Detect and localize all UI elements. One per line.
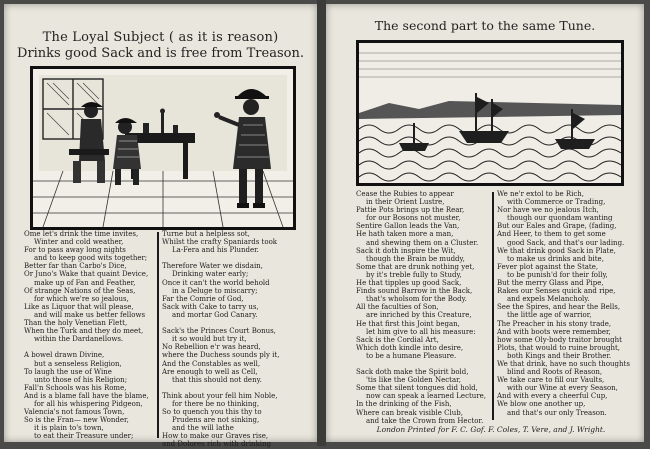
verse-line: All the faculties of Son, [356, 303, 439, 312]
verse-line: to be a humane Pleasure. [366, 351, 457, 360]
verse-line: And with boots were remember, [497, 327, 611, 336]
verse-line: for all his whispering Pidgeon, [34, 399, 143, 408]
verse-line: Rakes our Senses quick and ripe, [497, 287, 616, 296]
verse-line: let him give to all his measure: [366, 327, 476, 336]
verse-line: And is a blame fall have the blame, [24, 391, 149, 400]
verse-line: To laugh the use of Wine [24, 367, 112, 376]
verse-line: unto those of his Religion; [34, 375, 128, 384]
verse-line: Winter and cold weather, [34, 238, 124, 247]
verse-line: make up of Fan and Feather, [34, 278, 136, 287]
verse-line [162, 319, 312, 327]
verse-line: No Rebellion e'r was heard, [162, 343, 261, 352]
verse-line: Once it can't the world behold [162, 278, 270, 287]
verse-line: though our quondam wanting [507, 214, 613, 223]
verse-line: Prudens are not sinking, [172, 416, 260, 425]
second-part-title: The second part to the same Tune. [374, 18, 596, 33]
verse-line: Where can break visible Club, [356, 408, 463, 417]
verse-line [356, 360, 490, 368]
verse-line: now can speak a learned Lecture, [366, 392, 487, 401]
verse-line: and Dolores rich with drinking [162, 440, 272, 449]
verse-line: Nor have we no jealous Itch, [497, 206, 599, 215]
verse-line: and will make us better fellows [34, 310, 146, 319]
verse-line: and the will lathe [172, 424, 234, 433]
verse-line: to eat their Treasure under; [34, 432, 134, 441]
verse-line: Fever plot against the State, [497, 262, 599, 271]
verse-line: See the Spires, and hear the Bells, [497, 303, 621, 312]
verse-line: Some that are drunk nothing yet, [356, 262, 475, 271]
verse-line: with Commerce or Trading, [507, 198, 606, 207]
left-page [4, 4, 317, 449]
verse-line: in their Orient Lustre, [366, 198, 445, 207]
verse-line: how some Oly-body traitor brought [497, 335, 622, 344]
column-divider [492, 192, 494, 420]
verse-line: Therefore Water we disdain, [162, 262, 263, 271]
verse-line: He that first this Joint began, [356, 319, 460, 328]
verse-line: We ne'r extol to be Rich, [497, 190, 584, 198]
verse-line: And the Constables as well, [162, 359, 261, 368]
verse-line: it is plain to's town, [34, 424, 104, 433]
verse-line: Like as Liquor that will please, [24, 302, 134, 311]
verse-line: Think about your fell him Noble, [162, 391, 278, 400]
verse-line: How to make our Graves rise, [162, 432, 269, 441]
verse-line: it so would but try it, [172, 335, 247, 344]
verse-line: though the Brain be muddy, [366, 254, 465, 263]
verse-line: Whilst the crafty Spaniards took [162, 238, 278, 247]
verse-line: He that tipples up good Sack, [356, 279, 462, 288]
verse-line: good Sack, and that's our lading. [507, 238, 625, 247]
sea-ships-woodcut-image [356, 40, 624, 186]
verse-line: But our Eales and Grape, (fading, [497, 222, 617, 231]
verse-line: Sentire Gallon leads the Van, [356, 222, 460, 231]
verse-line: and to keep good wits together; [34, 254, 148, 263]
verse-line: to make us drinks and bite, [507, 254, 604, 263]
verse-line: for our Bosons not muster, [366, 214, 461, 223]
verse-line: for which we're so jealous, [34, 294, 129, 303]
verse-line: Some that silent tongues did hold, [356, 384, 478, 393]
verse-line: Drinking water early; [172, 270, 249, 279]
verse-line: Sack is the Cordial Art, [356, 335, 439, 344]
column-divider [157, 232, 159, 438]
verse-line: and take the Crown from Hector. [366, 416, 484, 425]
verse-line: So to quench you this thy to [162, 408, 262, 417]
verse-line: Sack's the Princes Court Bonus, [162, 327, 276, 336]
right-verse-column-1 [356, 190, 490, 425]
verse-line: but a senseless Religion, [34, 359, 122, 368]
verse-line: And with every a cheerful Cup, [497, 392, 608, 401]
verse-line: the little age of warrior, [507, 311, 592, 320]
verse-line: La-Fera and his Plunder. [172, 246, 259, 255]
verse-line: by it's treble fully to Study, [366, 270, 462, 279]
ballad-title-line1: The Loyal Subject ( as it is reason) [42, 30, 279, 45]
verse-line: for there be no thinking, [172, 399, 260, 408]
verse-line: Or Juno's Wake that quaint Device, [24, 270, 149, 279]
verse-line: Pattie Pots brings up the Rear, [356, 206, 465, 215]
printer-imprint: London Printed for F. C. Gof. F. Coles, T. Vere, and J. Wright. [376, 425, 606, 434]
verse-line: and mortar God Canary. [172, 310, 258, 319]
verse-line: We that drink good Sack in Plate, [497, 246, 616, 255]
right-verse-column-2 [497, 190, 639, 417]
verse-line: with our Wine at every Season, [507, 384, 618, 393]
tavern-woodcut-image [30, 66, 296, 230]
verse-line: For to pass away long nights [24, 246, 126, 255]
verse-line [162, 384, 312, 392]
verse-line: Of strange Nations of the Seas, [24, 286, 136, 295]
verse-line: Better far than Carbo's Dice, [24, 262, 127, 271]
right-page [326, 4, 644, 442]
verse-line: Sack with Cake to tarry us, [162, 302, 259, 311]
verse-line: to be punish'd for their folly, [507, 270, 608, 279]
verse-line: are inriched by this Creature, [366, 311, 472, 320]
verse-line: When the Turk and they do meet, [24, 327, 144, 336]
verse-line: Fall'n Schools was his Rome, [24, 383, 127, 392]
verse-line [24, 343, 156, 351]
verse-line: And Heer, to them to get some [497, 230, 606, 239]
verse-line: 'tis like the Golden Nectar, [366, 376, 461, 385]
verse-line: Than the holy Venetian Flett, [24, 319, 128, 328]
left-verse-column-2 [162, 230, 312, 449]
verse-line: Turne but a helpless sot, [162, 230, 250, 238]
verse-line: The Preacher in his stony trade, [497, 319, 612, 328]
verse-line: and expels Melancholy. [507, 295, 590, 304]
verse-line: Sack doth make the Spirit bold, [356, 368, 469, 377]
verse-line: A bowel drawn Divine, [24, 351, 105, 360]
verse-line: Far the Comrie of God, [162, 294, 244, 303]
verse-line: We take care to fill our Vaults, [497, 376, 605, 385]
verse-line: So is the Fran— new Wonder, [24, 416, 129, 425]
verse-line: Cease the Rubies to appear [356, 190, 454, 198]
verse-line: and shewing them on a Cluster. [366, 238, 479, 247]
verse-line: in a Deluge to miscarry; [172, 286, 258, 295]
verse-line: that this should not deny. [172, 375, 262, 384]
verse-line: Ome let's drink the time invites, [24, 230, 139, 238]
verse-line: within the Dardanellows. [34, 335, 124, 344]
verse-line: In the drinking of the Fish, [356, 400, 452, 409]
verse-line: where the Duchess sounds ply it, [162, 351, 280, 360]
verse-line: and that's our only Treason. [507, 408, 607, 417]
book-gutter [317, 0, 326, 446]
verse-line: We that drink, have no such thoughts [497, 359, 630, 368]
verse-line: that's wholsom for the Body. [366, 295, 467, 304]
verse-line: Sack it doth inspire the Wit, [356, 246, 456, 255]
verse-line: Valencia's not famous Town, [24, 408, 125, 417]
verse-line: But the merry Glass and Pipe, [497, 279, 604, 288]
verse-line: Plots, that would to ruine brought, [497, 343, 621, 352]
verse-line: He hath taken more a man, [356, 230, 454, 239]
ballad-title-line2: Drinks good Sack and is free from Treason. [17, 46, 304, 61]
verse-line [162, 254, 312, 262]
verse-line: Are enough to well as Cell, [162, 367, 258, 376]
verse-line: Finds sound Barrow in the Back, [356, 287, 473, 296]
verse-line: We blow one another up, [497, 400, 586, 409]
verse-line: Which doth kindle into desire, [356, 343, 464, 352]
verse-line: blind and Roots of Reason, [507, 368, 603, 377]
verse-line: both Kings and their Brother. [507, 351, 612, 360]
left-verse-column-1 [24, 230, 156, 440]
